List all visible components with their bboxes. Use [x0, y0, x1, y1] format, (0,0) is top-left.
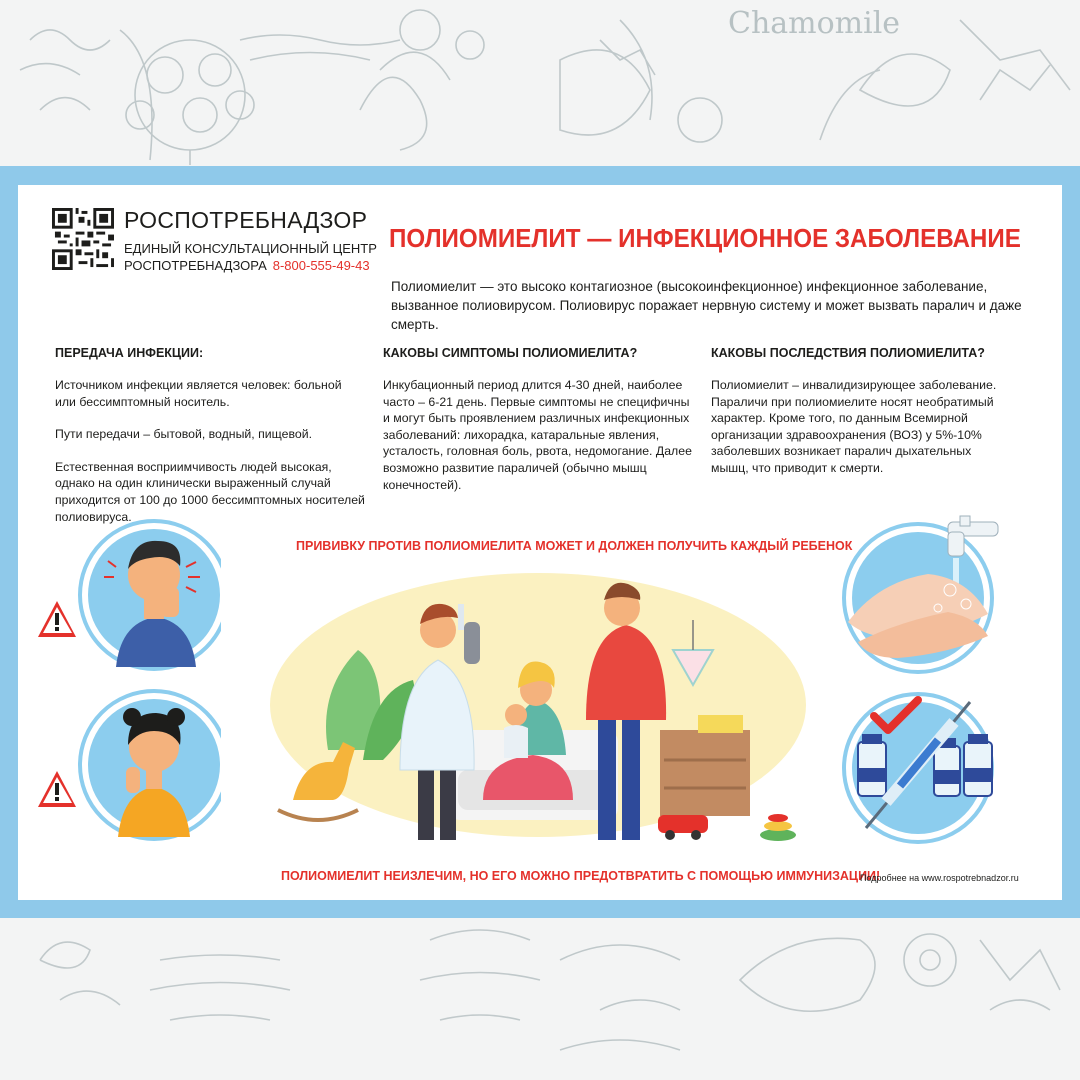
chamomile-label: Chamomile — [728, 6, 901, 41]
immunization-slogan: ПОЛИОМИЕЛИТ НЕИЗЛЕЧИМ, НО ЕГО МОЖНО ПРЕДОТВРАТИТЬ С ПОМОЩЬЮ ИММУНИЗАЦИИ! — [281, 869, 881, 883]
warning-icon — [38, 771, 76, 807]
coughing-girl-illustration — [36, 687, 221, 845]
vaccine-illustration — [838, 682, 1010, 848]
org-name: РОСПОТРЕБНАДЗОР — [124, 207, 368, 233]
consequences-heading: КАКОВЫ ПОСЛЕДСТВИЯ ПОЛИОМИЕЛИТА? — [711, 346, 985, 360]
vaccination-slogan: ПРИВИВКУ ПРОТИВ ПОЛИОМИЕЛИТА МОЖЕТ И ДОЛЖЕН ПОЛУЧИТЬ КАЖДЫЙ РЕБЕНОК — [296, 539, 853, 553]
consequences-text — [711, 377, 1003, 493]
consequences-paragraph: Полиомиелит – инвалидизирующее заболевание. Параличи при полиомиелите носят необратимый характер. Кроме того, по данным Всемирной организации здравоохранения (ВОЗ) у 5%-10% заболевших возникает паралич дыхательных мышц, что приводит к смерти. — [711, 378, 997, 475]
transmission-paragraph: Пути передачи – бытовой, водный, пищевой. — [55, 427, 312, 442]
family-doctor-illustration — [268, 560, 808, 860]
symptoms-text — [383, 377, 693, 509]
consult-center-name: РОСПОТРЕБНАДЗОРА — [124, 258, 267, 273]
hotline-phone: 8-800-555-49-43 — [272, 258, 370, 273]
page-title: ПОЛИОМИЕЛИТ — ИНФЕКЦИОННОЕ ЗАБОЛЕВАНИЕ — [389, 223, 1021, 253]
symptoms-heading: КАКОВЫ СИМПТОМЫ ПОЛИОМИЕЛИТА? — [383, 346, 638, 360]
consult-center-line1: ЕДИНЫЙ КОНСУЛЬТАЦИОННЫЙ ЦЕНТР — [124, 241, 377, 256]
transmission-heading: ПЕРЕДАЧА ИНФЕКЦИИ: — [55, 346, 204, 360]
consult-center-line2 — [124, 258, 370, 273]
warning-icon — [38, 601, 76, 637]
transmission-paragraph: Естественная восприимчивость людей высокая, однако на один клинически выраженный случай приходится от 100 до 1000 бессимптомных носителей полиовируса. — [55, 459, 365, 524]
coughing-boy-illustration — [36, 517, 221, 675]
more-info-link[interactable]: Подробнее на www.rospotrebnadzor.ru — [860, 873, 1019, 883]
handwashing-illustration — [838, 512, 1010, 678]
transmission-paragraph: Источником инфекции является человек: больной или бессимптомный носитель. — [55, 378, 342, 409]
symptoms-paragraph: Инкубационный период длится 4-30 дней, наиболее часто – 6-21 день. Первые симптомы не специфичны и могут быть проявлением различных инфекционных заболеваний: лихорадка, катаральные явления, усталость, головная боль, рвота, недомогание. Далее возможно развитие параличей (обычно мышц конечностей). — [383, 378, 692, 492]
qr-code-icon — [52, 208, 114, 270]
intro-text: Полиомиелит — это высоко контагиозное (высокоинфекционное) инфекционное заболевание, вызванное полиовирусом. Полиовирус поражает нервную систему и может вызвать паралич и даже смерть. — [391, 279, 1022, 332]
